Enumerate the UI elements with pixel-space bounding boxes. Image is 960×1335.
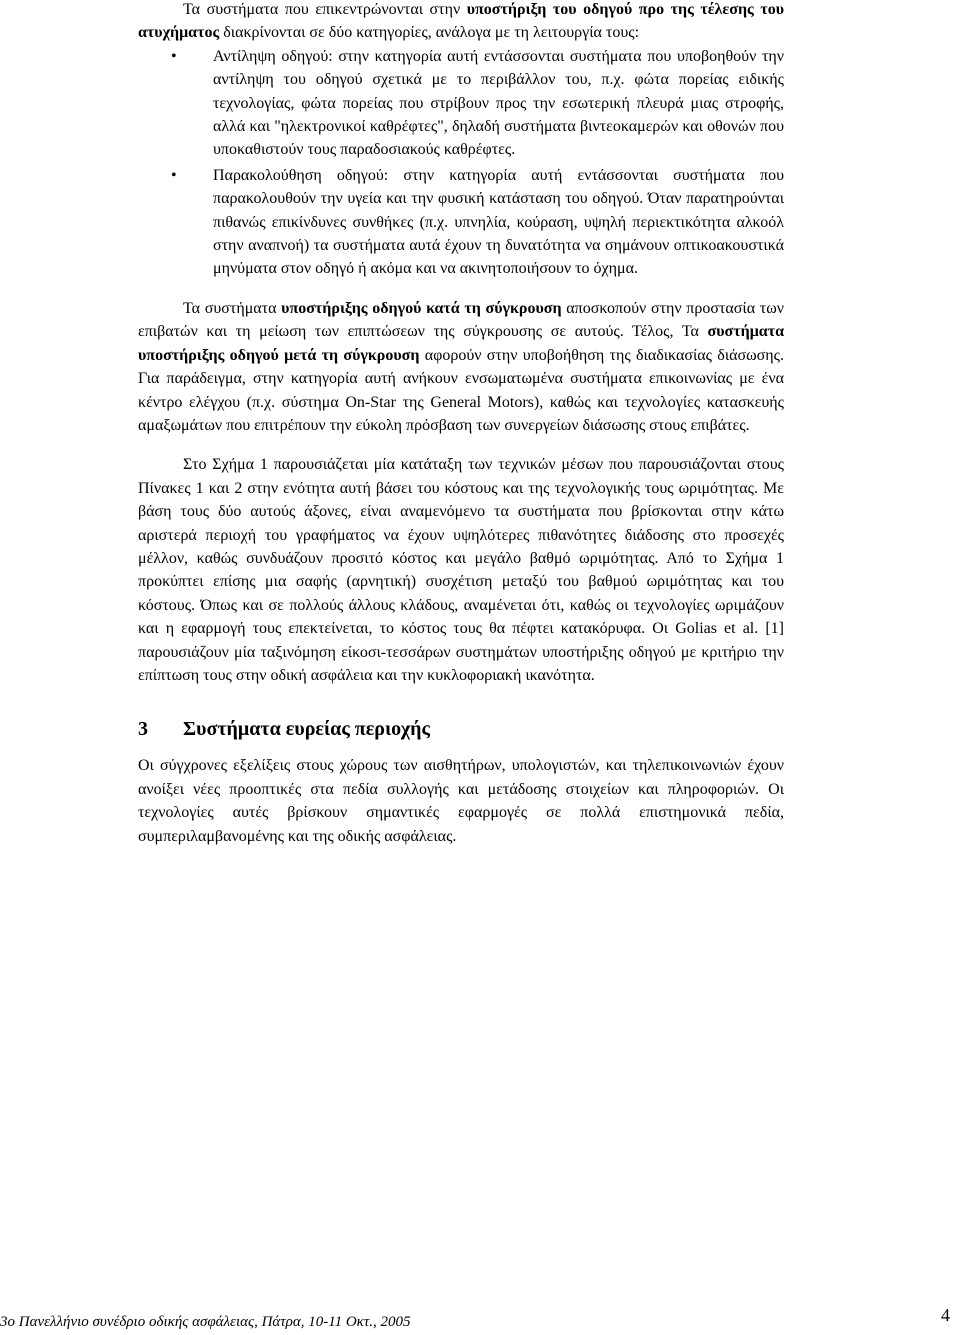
page-body: [138, 0, 784, 848]
bullet-item-driver-perception: [171, 45, 784, 162]
section-title: Συστήματα ευρείας περιοχής: [183, 718, 430, 741]
bullet-list: [138, 45, 784, 281]
footer-conference: 3ο Πανελλήνιο συνέδριο οδικής ασφάλειας, Πάτρα, 10-11 Οκτ., 2005: [0, 1314, 411, 1330]
section-heading: [138, 715, 784, 743]
bullet-text: Αντίληψη οδηγού: στην κατηγορία αυτή εντάσσονται συστήματα που υποβοηθούν την αντίληψη του οδηγού σχετικά με το περιβάλλον του, π.χ. φώτα πορείας ειδικής τεχνολογίας, φώτα πορείας που στρίβουν προς την εσωτερική πλευρά μιας στροφής, αλλά και "ηλεκτρονικοί καθρέφτες", δηλαδή συστήματα βιντεοκαμερών και οθονών που υποκαθιστούν τους παραδοσιακούς καθρέφτες.: [213, 47, 784, 159]
intro-paragraph: [138, 0, 784, 45]
para2-text-1: Τα συστήματα: [183, 299, 282, 317]
crash-support-paragraph: [138, 297, 784, 437]
bullet-icon: •: [171, 166, 177, 184]
figure-discussion-paragraph: Στο Σχήμα 1 παρουσιάζεται μία κατάταξη των τεχνικών μέσων που παρουσιάζονται στους Πίνακες 1 και 2 στην ενότητα αυτή βάσει του κόστους και της τεχνολογικής τους ωριμότητας. Με βάση τους δύο αυτούς άξονες, είναι αναμενόμενο τα συστήματα που βρίσκονται στην κάτω αριστερά περιοχή του γραφήματος να έχουν υψηλότερες πιθανότητες διάδοσης στο προσεχές μέλλον, καθώς συνδυάζουν προσιτό κόστος και μεγάλο βαθμό ωριμότητας. Από το Σχήμα 1 προκύπτει επίσης μια σαφής (αρνητική) συσχέτιση μεταξύ του βαθμού ωριμότητας και του κόστους. Όπως και σε πολλούς άλλους κλάδους, αναμένεται ότι, καθώς οι τεχνολογίες ωριμάζουν και η εφαρμογή τους επεκτείνεται, το κόστος τους θα πέφτει κατακόρυφα. Οι Golias et al. [1] παρουσιάζουν μία ταξινόμηση είκοσι-τεσσάρων συστημάτων υποστήριξης οδηγού με κριτήριο την επίπτωση τους στην οδική ασφάλεια και την κυκλοφοριακή ικανότητα.: [138, 456, 784, 684]
page-number: 4: [941, 1305, 950, 1325]
bullet-icon: •: [171, 47, 177, 65]
wide-area-paragraph: Οι σύγχρονες εξελίξεις στους χώρους των αισθητήρων, υπολογιστών, και τηλεπικοινωνιών έχουν ανοίξει νέες προοπτικές στα πεδία συλλογής και μετάδοσης στοιχείων και πληροφοριών. Οι τεχνολογίες αυτές βρίσκουν σημαντικές εφαρμογές σε πολλά επιστημονικά πεδία, συμπεριλαμβανομένης και της οδικής ασφάλειας.: [138, 757, 784, 845]
section-number: 3: [138, 718, 148, 741]
para2-text-2: αποσκοπούν στην προστασία των επιβατών και τη μείωση των επιπτώσεων της σύγκρουσης σε αυτούς. Τέλος, Τα: [138, 299, 784, 341]
intro-text-2: διακρίνονται σε δύο κατηγορίες, ανάλογα με τη λειτουργία τους:: [219, 24, 640, 42]
intro-text-1: Τα συστήματα που επικεντρώνονται στην: [183, 1, 467, 18]
bullet-item-driver-monitoring: [171, 164, 784, 281]
para2-bold-1: υποστήριξης οδηγού κατά τη σύγκρουση: [281, 299, 562, 317]
para2-bold-2: συστήματα υποστήριξης οδηγού μετά τη σύγκρουση: [138, 323, 784, 364]
para2-text-3: αφορούν στην υποβοήθηση της διαδικασίας διάσωσης. Για παράδειγμα, στην κατηγορία αυτή ανήκουν ενσωματωμένα συστήματα επικοινωνίας με ένα κέντρο ελέγχου (π.χ. σύστημα On-Star της General Motors), καθώς και τεχνολογίες κατασκευής αμαξωμάτων που επιτρέπουν την εύκολη πρόσβαση των συνεργείων διάσωσης στους επιβάτες.: [138, 346, 785, 434]
bullet-text: Παρακολούθηση οδηγού: στην κατηγορία αυτή εντάσσονται συστήματα που παρακολουθούν την υγεία και την φυσική κατάσταση του οδηγού. Όταν παρατηρούνται πιθανώς επικίνδυνες συνθήκες (π.χ. υπνηλία, κούραση, υψηλή περιεκτικότητα αλκοόλ στην αναπνοή) τα συστήματα αυτά έχουν τη δυνατότητα να σημάνουν οπτικοακουστικά μηνύματα στον οδηγό ή ακόμα και να ακινητοποιήσουν το όχημα.: [213, 166, 784, 278]
intro-bold-1: υποστήριξη του οδηγού προ της τέλεσης του ατυχήματος: [138, 1, 784, 42]
